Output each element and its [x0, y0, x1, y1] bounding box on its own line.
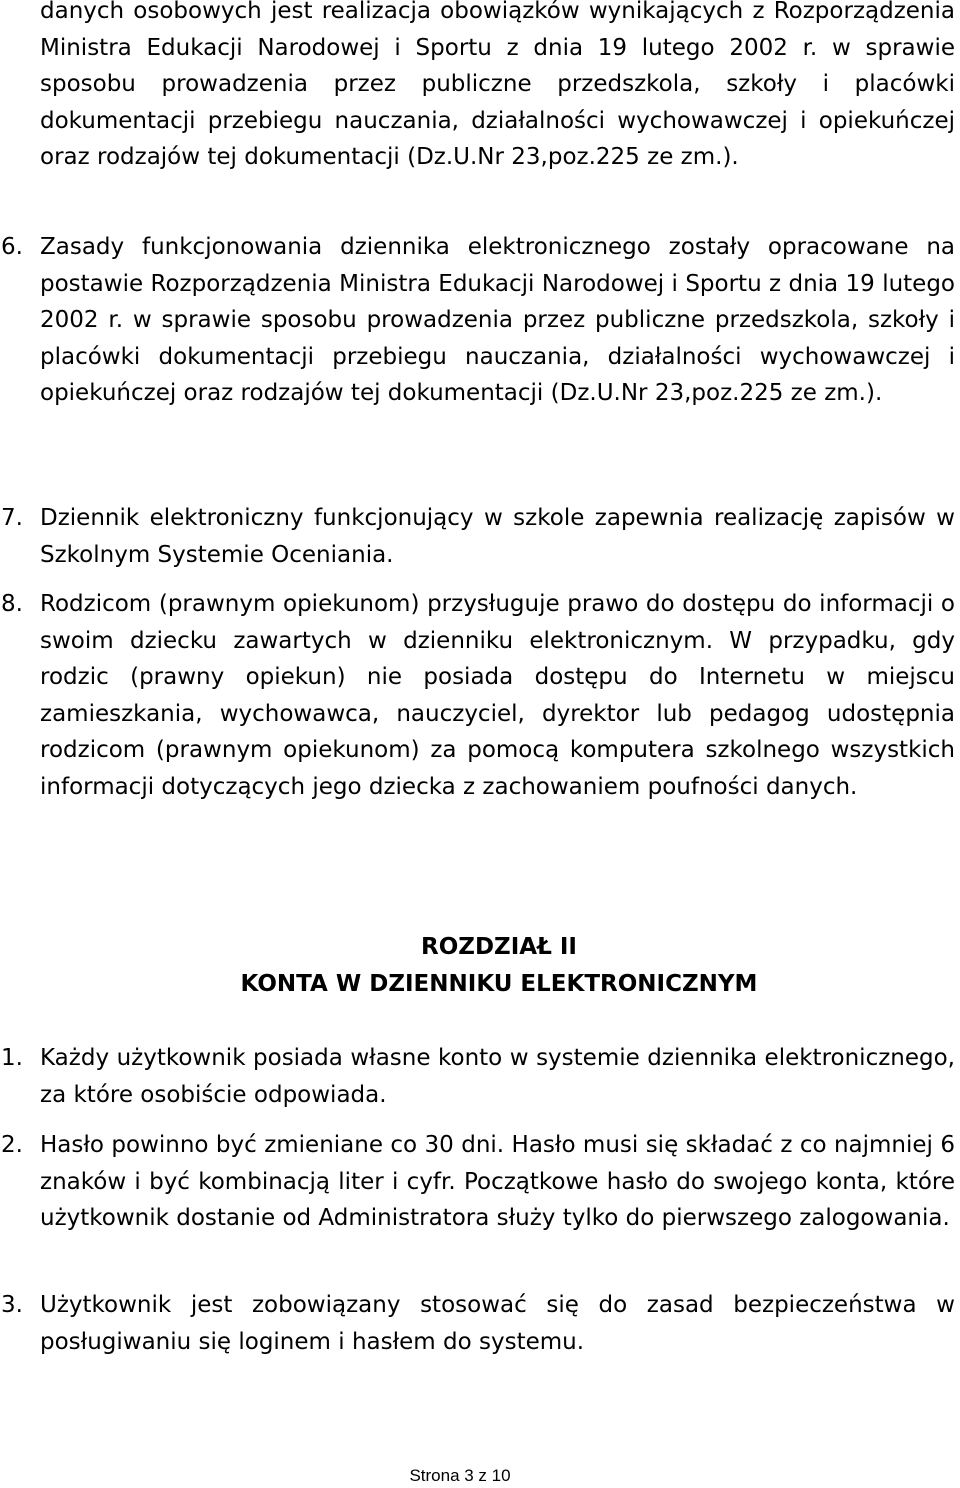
list-item-text: Dziennik elektroniczny funkcjonujący w szkole zapewnia realizację zapisów w Szkolnym Systemie Oceniania. [40, 505, 955, 568]
continuation-paragraph: danych osobowych jest realizacja obowiązków wynikających z Rozporządzenia Ministra Edukacji Narodowej i Sportu z dnia 19 lutego 2002 r. w sprawie sposobu prowadzenia przez publiczne przedszkola, szkoły i placówki dokumentacji przebiegu nauczania, działalności wychowawczej i opiekuńczej oraz rodzajów tej dokumentacji (Dz.U.Nr 23,poz.225 ze zm.). [40, 0, 955, 170]
list-item-2 [0, 1127, 955, 1237]
list-item-text: Zasady funkcjonowania dziennika elektronicznego zostały opracowane na postawie Rozporządzenia Ministra Edukacji Narodowej i Sportu z dnia 19 lutego 2002 r. w sprawie sposobu prowadzenia przez publiczne przedszkola, szkoły i placówki dokumentacji przebiegu nauczania, działalności wychowawczej i opiekuńczej oraz rodzajów tej dokumentacji (Dz.U.Nr 23,poz.225 ze zm.). [40, 234, 955, 406]
list-item-number: 2. [1, 1132, 23, 1158]
chapter-subtitle: KONTA W DZIENNIKU ELEKTRONICZNYM [240, 971, 758, 997]
list-item-number: 3. [1, 1292, 23, 1318]
list-item-number: 7. [1, 505, 23, 531]
list-item-number: 6. [1, 234, 23, 260]
list-item-text: Rodzicom (prawnym opiekunom) przysługuje prawo do dostępu do informacji o swoim dziecku zawartych w dzienniku elektronicznym. W przypadku, gdy rodzic (prawny opiekun) nie posiada dostępu do Internetu w miejscu zamieszkania, wychowawca, nauczyciel, dyrektor lub pedagog udostępnia rodzicom (prawnym opiekunom) za pomocą komputera szkolnego wszystkich informacji dotyczących jego dziecka z zachowaniem poufności danych. [40, 591, 955, 800]
page-number-footer: Strona 3 z 10 [409, 1466, 511, 1485]
list-item-text: Hasło powinno być zmieniane co 30 dni. Hasło musi się składać z co najmniej 6 znaków i być kombinacją liter i cyfr. Początkowe hasło do swojego konta, które użytkownik dostanie od Administratora służy tylko do pierwszego zalogowania. [40, 1132, 955, 1231]
list-item-8 [0, 586, 955, 805]
list-item-1 [0, 1040, 955, 1113]
list-item-text: Każdy użytkownik posiada własne konto w systemie dziennika elektronicznego, za które osobiście odpowiada. [40, 1045, 955, 1108]
list-item-text: Użytkownik jest zobowiązany stosować się do zasad bezpieczeństwa w posługiwaniu się loginem i hasłem do systemu. [40, 1292, 955, 1355]
list-item-6 [0, 229, 955, 412]
list-item-number: 1. [1, 1045, 23, 1071]
chapter-title: ROZDZIAŁ II [421, 934, 577, 960]
list-item-number: 8. [1, 591, 23, 617]
list-item-7 [0, 500, 955, 573]
list-item-3 [0, 1287, 955, 1360]
